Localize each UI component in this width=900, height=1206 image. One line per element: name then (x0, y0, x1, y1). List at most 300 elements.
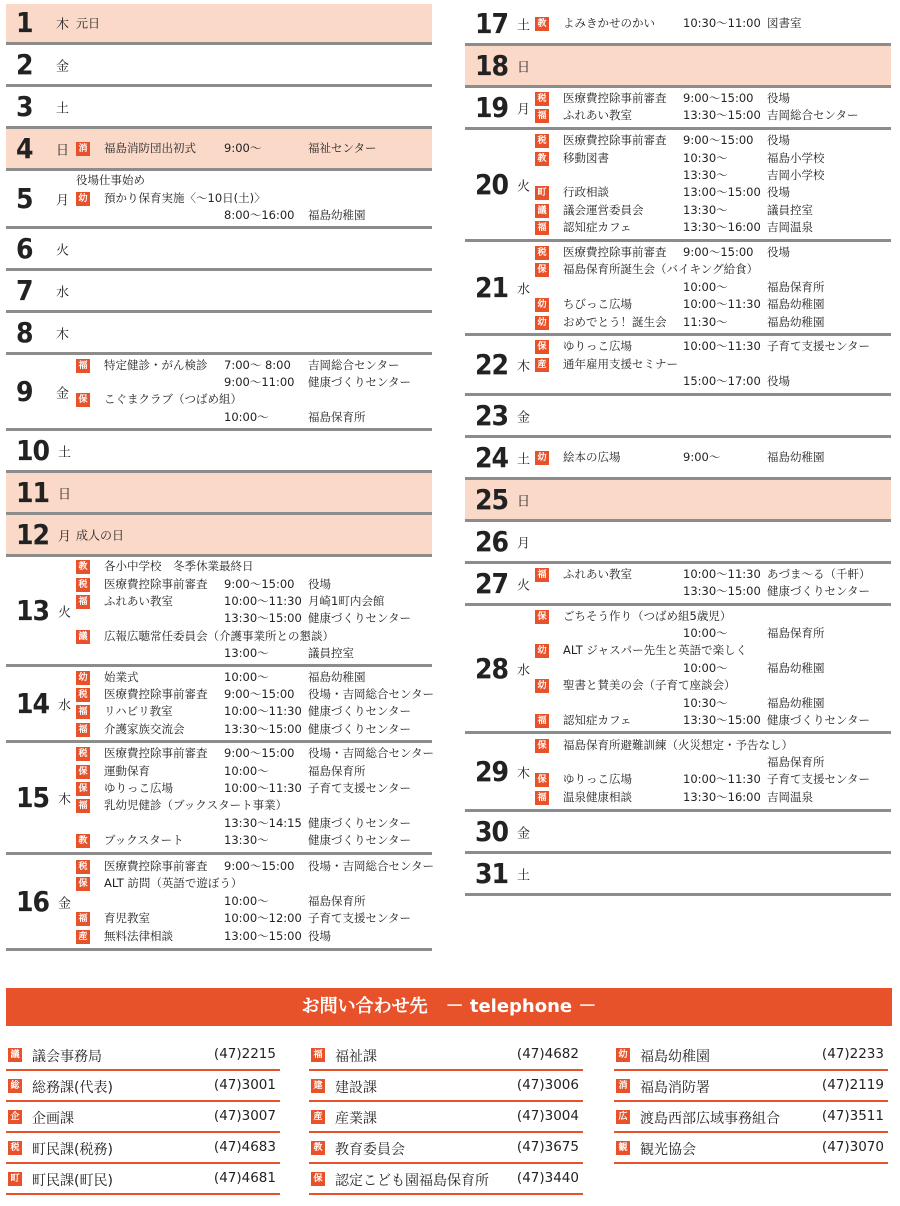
event-line (535, 583, 887, 600)
event-title: よみきかせのかい (563, 15, 655, 30)
event-line (76, 140, 428, 157)
event-list (535, 15, 887, 32)
category-badge: 消 (616, 1079, 630, 1093)
category-badge: 消 (76, 142, 90, 156)
category-badge: 保 (76, 393, 90, 407)
event-place: 健康づくりセンター (308, 704, 412, 719)
event-time: 13:30〜 (683, 168, 728, 183)
event-place: あづま〜る（千軒） (767, 567, 871, 582)
category-badge: 幼 (535, 644, 549, 658)
contact-title: お問い合わせ先 － telephone － (301, 996, 597, 1017)
department-name: 福島幼稚園 (640, 1049, 710, 1065)
category-badge: 保 (535, 263, 549, 277)
event-line (535, 660, 887, 677)
day-number: 5 (16, 181, 33, 215)
phone-number: (47)2215 (213, 1046, 276, 1062)
event-list (535, 90, 887, 125)
day-number: 25 (475, 482, 509, 516)
event-title: 温泉健康相談 (563, 789, 632, 804)
event-title: 医療費控除事前審査 (563, 245, 667, 259)
event-title: 医療費控除事前審査 (104, 576, 208, 591)
event-title: 乳幼児健診（ブックスタート事業） (104, 798, 288, 813)
event-list (535, 737, 887, 807)
day-number: 10 (16, 433, 50, 467)
event-place: 福島幼稚園 (308, 669, 366, 684)
event-line (76, 815, 428, 832)
day-of-week: 土 (58, 445, 72, 460)
event-list (76, 558, 428, 662)
event-place: 子育て支援センター (308, 911, 412, 926)
contact-column-2 (309, 1040, 583, 1195)
day-number: 3 (16, 89, 33, 123)
event-time: 9:00〜11:00 (224, 375, 295, 390)
category-badge: 幼 (76, 671, 90, 685)
event-place: 福島幼稚園 (767, 660, 825, 675)
event-place: 子育て支援センター (767, 339, 871, 354)
category-badge: 福 (76, 723, 90, 737)
phone-number: (47)3070 (821, 1139, 884, 1155)
event-time: 10:00〜 (683, 279, 728, 294)
category-badge: 幼 (535, 679, 549, 693)
category-badge: 福 (76, 595, 90, 609)
category-badge: 議 (535, 204, 549, 218)
department-name: 渡島西部広域事務組合 (640, 1111, 780, 1127)
event-line (535, 167, 887, 184)
day-number: 1 (16, 6, 33, 39)
category-badge: 幼 (535, 298, 549, 312)
category-badge: 町 (535, 186, 549, 200)
event-line (76, 721, 428, 738)
category-badge: 総 (8, 1079, 22, 1093)
category-badge: 建 (311, 1079, 325, 1093)
event-time: 13:30〜15:00 (224, 611, 302, 626)
event-time: 10:00〜 (224, 669, 269, 684)
event-time: 10:00〜 (224, 893, 269, 908)
event-line (535, 642, 887, 659)
phone-number: (47)3004 (516, 1108, 579, 1124)
event-place: 図書室 (767, 15, 802, 30)
event-place: 吉岡小学校 (767, 168, 825, 183)
day-number: 21 (475, 270, 509, 304)
day-of-week: 月 (58, 529, 72, 544)
event-time: 8:00〜16:00 (224, 208, 295, 223)
day-row (6, 355, 432, 431)
event-time: 10:00〜 (683, 660, 728, 675)
day-of-week: 火 (517, 179, 531, 194)
event-line (76, 190, 428, 207)
category-badge: 税 (535, 246, 549, 260)
category-badge: 税 (76, 578, 90, 592)
event-list (535, 244, 887, 331)
event-place: 福島幼稚園 (767, 297, 825, 312)
event-line (76, 780, 428, 797)
day-note: 成人の日 (76, 528, 125, 542)
event-line (535, 754, 887, 771)
event-line (76, 910, 428, 927)
contact-row (6, 1164, 280, 1195)
day-row (6, 129, 432, 171)
event-line (76, 832, 428, 849)
event-line (535, 338, 887, 355)
department-name: 総務課(代表) (32, 1080, 113, 1096)
event-title: ふれあい教室 (563, 108, 632, 123)
day-row (6, 87, 432, 129)
event-place: 役場 (767, 245, 790, 259)
event-line (76, 893, 428, 910)
contact-row (614, 1040, 888, 1071)
department-name: 町民課(税務) (32, 1142, 113, 1158)
event-time: 9:00〜15:00 (224, 859, 295, 873)
event-time: 13:30〜15:00 (683, 584, 761, 599)
event-title: 医療費控除事前審査 (104, 859, 208, 873)
event-line (76, 928, 428, 945)
category-badge: 保 (311, 1172, 325, 1186)
category-badge: 税 (76, 860, 90, 874)
category-badge: 福 (535, 714, 549, 728)
event-time: 10:00〜11:30 (683, 772, 761, 787)
day-number: 15 (16, 780, 50, 814)
category-badge: 保 (535, 739, 549, 753)
category-badge: 福 (535, 221, 549, 235)
day-number: 9 (16, 374, 33, 408)
event-title: 福島保育所誕生会（バイキング給食） (563, 262, 759, 277)
day-row (465, 564, 891, 606)
event-time: 10:00〜11:30 (683, 567, 761, 582)
category-badge: 保 (76, 782, 90, 796)
event-line (535, 712, 887, 729)
day-of-week: 日 (517, 60, 531, 75)
calendar-column-left (6, 4, 435, 951)
category-badge: 税 (76, 688, 90, 702)
day-number: 2 (16, 47, 33, 81)
contact-row (614, 1071, 888, 1102)
day-of-week: 水 (58, 698, 72, 713)
day-row (6, 743, 435, 855)
event-line (76, 207, 428, 224)
category-badge: 議 (8, 1048, 22, 1062)
day-row (465, 480, 891, 522)
day-of-week: 土 (517, 868, 531, 883)
day-row (6, 229, 432, 271)
contact-row (614, 1133, 888, 1164)
category-badge: 福 (311, 1048, 325, 1062)
event-title: ALT ジャスパー先生と英語で楽しく (563, 643, 748, 658)
event-line (535, 279, 887, 296)
contact-banner (6, 988, 892, 1026)
event-title: ゆりっこ広場 (563, 772, 632, 787)
day-number: 27 (475, 566, 509, 600)
day-of-week: 土 (56, 101, 70, 116)
day-number: 20 (475, 167, 509, 201)
event-time: 7:00〜 8:00 (224, 357, 291, 372)
day-number: 17 (475, 6, 509, 40)
category-badge: 幼 (616, 1048, 630, 1062)
event-list (76, 172, 428, 224)
event-title: こぐまクラブ（つばめ組） (104, 392, 242, 407)
day-row (6, 473, 432, 515)
category-badge: 幼 (535, 451, 549, 465)
category-badge: 産 (535, 358, 549, 372)
event-time: 15:00〜17:00 (683, 374, 761, 389)
day-number: 19 (475, 90, 509, 124)
event-place: 健康づくりセンター (308, 721, 412, 736)
event-line (535, 90, 887, 107)
day-row (465, 522, 891, 564)
event-place: 健康づくりセンター (767, 584, 871, 599)
event-place: 役場 (767, 185, 790, 200)
event-line (535, 608, 887, 625)
event-time: 13:30〜14:15 (224, 815, 302, 830)
category-badge: 町 (8, 1172, 22, 1186)
event-time: 10:00〜11:30 (683, 339, 761, 354)
category-badge: 教 (535, 17, 549, 31)
phone-number: (47)2119 (821, 1077, 884, 1093)
department-name: 福島消防署 (640, 1080, 710, 1096)
day-number: 23 (475, 398, 509, 432)
event-line (535, 449, 887, 466)
event-title: 認知症カフェ (563, 712, 632, 727)
event-line (535, 789, 887, 806)
event-time: 13:00〜 (224, 646, 269, 661)
category-badge: 福 (535, 791, 549, 805)
event-title: 医療費控除事前審査 (104, 687, 208, 702)
event-title: 通年雇用支援セミナー (563, 356, 678, 371)
event-line (535, 150, 887, 167)
day-number: 24 (475, 440, 509, 474)
event-line (76, 875, 428, 892)
event-time: 9:00〜15:00 (683, 91, 754, 106)
day-row (465, 734, 891, 812)
day-of-week: 月 (517, 102, 531, 117)
event-place: 役場・吉岡総合センター (308, 859, 435, 873)
phone-number: (47)3006 (516, 1077, 579, 1093)
event-title: 聖書と賛美の会（子育て座談会） (563, 678, 736, 693)
event-line (76, 558, 428, 575)
phone-number: (47)3001 (213, 1077, 276, 1093)
event-title: リハビリ教室 (104, 704, 173, 719)
event-line (535, 132, 887, 149)
category-badge: 保 (535, 773, 549, 787)
event-line (76, 745, 435, 762)
day-number: 7 (16, 273, 33, 307)
event-line (76, 628, 428, 645)
event-title: ふれあい教室 (563, 567, 632, 582)
event-time: 10:00〜11:30 (224, 594, 302, 609)
day-row (465, 606, 891, 734)
category-badge: 広 (616, 1110, 630, 1124)
event-line (535, 566, 887, 583)
event-place: 吉岡温泉 (767, 220, 813, 235)
category-badge: 観 (616, 1141, 630, 1155)
category-badge: 保 (535, 340, 549, 354)
event-place: 吉岡温泉 (767, 789, 813, 804)
event-place: 役場 (767, 374, 790, 389)
event-title: 運動保育 (104, 763, 150, 778)
category-badge: 教 (76, 834, 90, 848)
day-number: 18 (475, 48, 509, 82)
day-of-week: 金 (517, 410, 531, 425)
category-badge: 福 (76, 705, 90, 719)
day-of-week: 土 (517, 18, 531, 33)
event-title: 絵本の広場 (563, 449, 621, 464)
event-line (535, 184, 887, 201)
phone-number: (47)3511 (821, 1108, 884, 1124)
event-place: 役場・吉岡総合センター (308, 746, 435, 761)
day-number: 4 (16, 131, 33, 165)
event-list (76, 745, 435, 849)
event-title: ちびっこ広場 (563, 297, 632, 312)
event-title: 役場仕事始め (76, 173, 145, 188)
event-time: 10:30〜 (683, 150, 728, 165)
category-badge: 産 (311, 1110, 325, 1124)
event-line (76, 858, 435, 875)
department-name: 建設課 (335, 1080, 377, 1096)
day-of-week: 火 (517, 578, 531, 593)
contact-row (309, 1071, 583, 1102)
day-of-week: 火 (56, 243, 70, 258)
day-row (6, 45, 432, 87)
event-line (535, 244, 887, 261)
day-number: 14 (16, 686, 50, 720)
event-place: 議員控室 (308, 646, 354, 661)
calendar-column-right (465, 4, 891, 896)
day-row (465, 438, 891, 480)
day-of-week: 木 (517, 766, 531, 781)
event-place: 役場 (308, 928, 331, 943)
event-line (76, 576, 428, 593)
event-place: 子育て支援センター (308, 781, 412, 796)
event-place: 子育て支援センター (767, 772, 871, 787)
event-title: 無料法律相談 (104, 928, 173, 943)
day-row (6, 171, 432, 229)
phone-number: (47)2233 (821, 1046, 884, 1062)
event-time: 13:00〜15:00 (683, 185, 761, 200)
day-row (465, 88, 891, 130)
day-of-week: 日 (517, 494, 531, 509)
event-title: 行政相談 (563, 185, 609, 200)
category-badge: 福 (76, 799, 90, 813)
day-number: 16 (16, 884, 50, 918)
event-time: 9:00〜 (224, 140, 262, 155)
event-line (76, 374, 428, 391)
event-place: 福島幼稚園 (308, 208, 366, 223)
day-row (465, 4, 891, 46)
phone-number: (47)3675 (516, 1139, 579, 1155)
event-title: 預かり保育実施〈〜10日(土)〉 (104, 190, 266, 205)
event-title: ブックスタート (104, 833, 184, 848)
event-time: 10:00〜11:30 (683, 297, 761, 312)
event-list (76, 669, 435, 739)
event-place: 月崎1町内会館 (308, 594, 385, 609)
event-place: 福島保育所 (308, 893, 366, 908)
event-place: 健康づくりセンター (308, 815, 412, 830)
day-of-week: 月 (517, 536, 531, 551)
phone-number: (47)4683 (213, 1139, 276, 1155)
day-row (465, 336, 891, 396)
event-line (535, 677, 887, 694)
day-number: 30 (475, 814, 509, 848)
event-line (76, 610, 428, 627)
event-title: 医療費控除事前審査 (563, 91, 667, 106)
event-place: 役場・吉岡総合センター (308, 687, 435, 702)
day-number: 28 (475, 651, 509, 685)
event-time: 9:00〜15:00 (224, 746, 295, 761)
event-line (535, 202, 887, 219)
day-row (6, 4, 432, 45)
category-badge: 産 (76, 930, 90, 944)
event-line (535, 695, 887, 712)
event-place: 福島幼稚園 (767, 695, 825, 710)
day-note: 元日 (76, 16, 101, 31)
event-line (76, 669, 428, 686)
event-title: 介護家族交流会 (104, 721, 185, 736)
day-row (465, 130, 891, 242)
event-title: ALT 訪問（英語で遊ぼう） (104, 876, 243, 891)
event-time: 10:00〜11:30 (224, 781, 302, 796)
category-badge: 議 (76, 630, 90, 644)
event-place: 福島小学校 (767, 150, 825, 165)
category-badge: 税 (76, 747, 90, 761)
category-badge: 福 (535, 568, 549, 582)
day-number: 29 (475, 754, 509, 788)
event-time: 10:00〜 (224, 763, 269, 778)
day-of-week: 火 (58, 605, 72, 620)
event-line (535, 373, 887, 390)
category-badge: 福 (76, 912, 90, 926)
event-place: 吉岡総合センター (308, 357, 400, 372)
department-name: 認定こども園福島保育所 (335, 1173, 489, 1189)
event-time: 10:30〜11:00 (683, 15, 761, 30)
category-badge: 税 (8, 1141, 22, 1155)
day-row (6, 271, 432, 313)
day-number: 22 (475, 347, 509, 381)
event-time: 10:00〜12:00 (224, 911, 302, 926)
contact-column-3 (614, 1040, 888, 1164)
phone-number: (47)4682 (516, 1046, 579, 1062)
day-number: 26 (475, 524, 509, 558)
day-of-week: 木 (56, 17, 70, 33)
event-line (535, 771, 887, 788)
contact-row (309, 1133, 583, 1164)
department-name: 観光協会 (640, 1142, 696, 1158)
day-of-week: 木 (56, 327, 70, 342)
event-place: 役場 (308, 576, 331, 591)
day-number: 8 (16, 315, 33, 349)
event-place: 健康づくりセンター (308, 375, 412, 390)
event-line (76, 357, 428, 374)
event-title: ごちそう作り（つばめ組5歳児） (563, 608, 732, 623)
event-place: 健康づくりセンター (308, 833, 412, 848)
event-place: 福島保育所 (767, 755, 825, 770)
event-list (535, 449, 887, 466)
event-title: 議会運営委員会 (563, 202, 644, 217)
event-place: 福島保育所 (308, 409, 366, 424)
event-title: 医療費控除事前審査 (563, 133, 667, 148)
event-place: 福島保育所 (308, 763, 366, 778)
event-title: ゆりっこ広場 (563, 339, 632, 354)
event-line (535, 356, 887, 373)
event-list (76, 357, 428, 427)
contact-row (6, 1040, 280, 1071)
event-time: 10:00〜 (683, 625, 728, 640)
event-place: 役場 (767, 91, 790, 106)
event-line (535, 314, 887, 331)
category-badge: 保 (76, 765, 90, 779)
event-place: 健康づくりセンター (308, 611, 412, 626)
day-of-week: 木 (58, 792, 72, 807)
day-of-week: 日 (56, 143, 70, 158)
day-of-week: 金 (56, 386, 70, 401)
